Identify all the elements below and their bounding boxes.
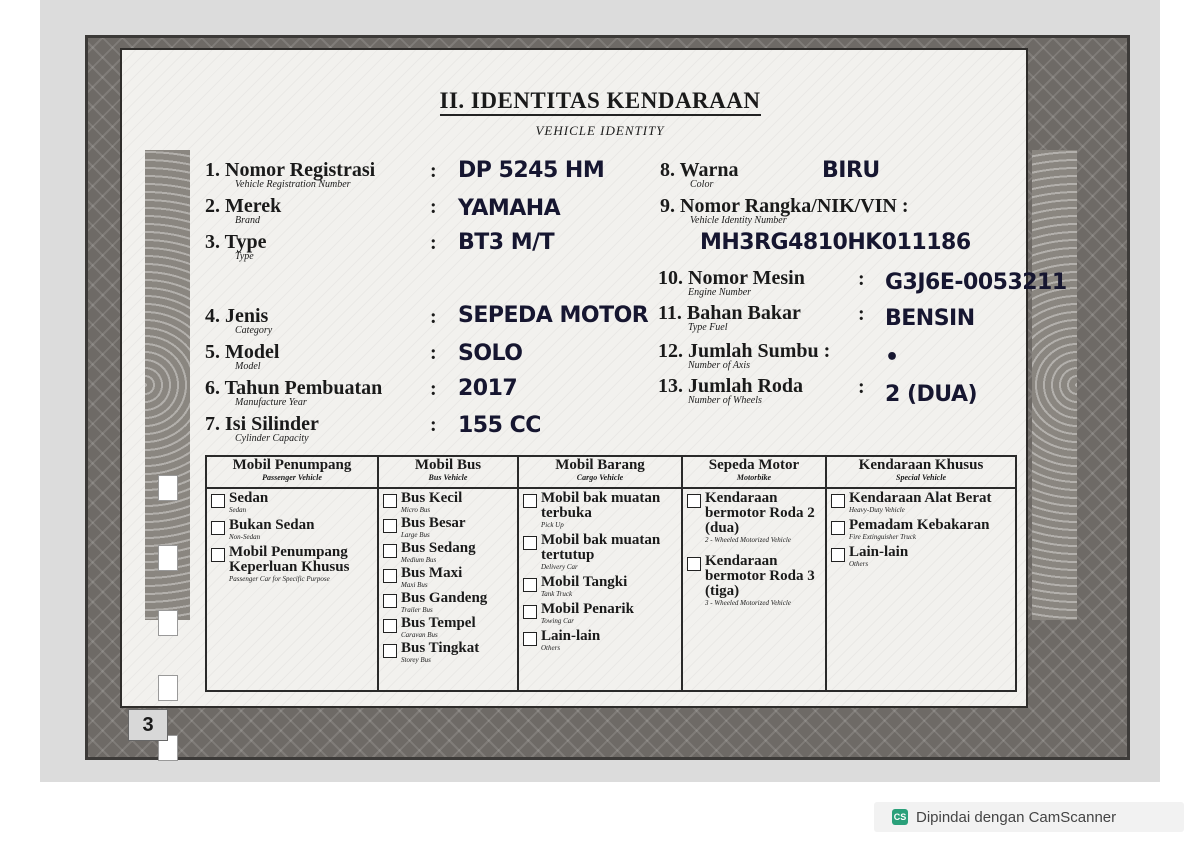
checkbox-icon[interactable] — [831, 521, 845, 535]
checkbox-icon[interactable] — [211, 494, 225, 508]
col-special — [826, 488, 1016, 691]
option-bus-kecil[interactable]: Bus Kecil Micro Bus — [383, 491, 513, 514]
checkbox-icon[interactable] — [523, 605, 537, 619]
option-special-passenger[interactable]: Mobil Penumpang Keperluan Khusus Passenger Car for Specific Purpose — [211, 545, 373, 583]
checkbox-icon[interactable] — [383, 644, 397, 658]
checkbox-icon[interactable] — [383, 494, 397, 508]
camscanner-watermark — [874, 802, 1184, 832]
checkbox-icon[interactable] — [383, 519, 397, 533]
col-cargo — [518, 488, 682, 691]
checkbox-icon[interactable] — [831, 548, 845, 562]
field-manufacture-year: 6. Tahun Pembuatan Manufacture Year — [205, 377, 383, 408]
value-fuel-type: BENSIN — [885, 306, 975, 331]
value-wheel-count: 2 (DUA) — [885, 382, 978, 407]
field-color: 8. Warna Color — [660, 159, 739, 190]
value-axis-count: • — [885, 345, 899, 370]
field-registration-number: 1. Nomor Registrasi Vehicle Registration Number — [205, 159, 376, 190]
checkbox-icon[interactable] — [211, 548, 225, 562]
field-engine-number: 10. Nomor Mesin Engine Number — [658, 267, 805, 298]
option-bus-maxi[interactable]: Bus Maxi Maxi Bus — [383, 566, 513, 589]
field-vin: 9. Nomor Rangka/NIK/VIN : Vehicle Identity Number — [660, 195, 909, 226]
field-model: 5. Model Model — [205, 341, 280, 372]
field-category: 4. Jenis Category — [205, 305, 273, 336]
checkbox-icon[interactable] — [211, 521, 225, 535]
value-brand: YAMAHA — [458, 196, 561, 221]
col-header-cargo: Mobil Barang Cargo Vehicle — [518, 456, 682, 488]
checkbox-icon[interactable] — [383, 594, 397, 608]
value-color: BIRU — [822, 158, 880, 183]
field-fuel-type: 11. Bahan Bakar Type Fuel — [658, 302, 801, 333]
checkbox-icon[interactable] — [523, 632, 537, 646]
field-wheel-count: 13. Jumlah Roda Number of Wheels — [658, 375, 804, 406]
option-two-wheeled[interactable]: Kendaraan bermotor Roda 2 (dua) 2 - Wheeled Motorized Vehicle — [687, 491, 821, 544]
option-tank-truck[interactable]: Mobil Tangki Tank Truck — [523, 575, 677, 598]
right-ornament — [1032, 150, 1077, 620]
checkbox-icon[interactable] — [523, 494, 537, 508]
value-category: SEPEDA MOTOR — [458, 303, 649, 328]
checkbox-icon[interactable] — [831, 494, 845, 508]
col-header-passenger: Mobil Penumpang Passenger Vehicle — [206, 456, 378, 488]
checkbox-icon[interactable] — [687, 557, 701, 571]
option-bus-sedang[interactable]: Bus Sedang Medium Bus — [383, 541, 513, 564]
checkbox-icon[interactable] — [523, 578, 537, 592]
col-passenger — [206, 488, 378, 691]
option-non-sedan[interactable]: Bukan Sedan Non-Sedan — [211, 518, 373, 541]
value-type: BT3 M/T — [458, 230, 555, 255]
option-pickup[interactable]: Mobil bak muatan terbuka Pick Up — [523, 491, 677, 529]
field-cylinder-capacity: 7. Isi Silinder Cylinder Capacity — [205, 413, 319, 444]
section-title: II. IDENTITAS KENDARAAN — [0, 88, 1200, 114]
option-towing[interactable]: Mobil Penarik Towing Car — [523, 602, 677, 625]
field-type: 3. Type Type — [205, 231, 267, 262]
option-bus-tingkat[interactable]: Bus Tingkat Storey Bus — [383, 641, 513, 664]
option-fire-truck[interactable]: Pemadam Kebakaran Fire Extinguisher Truck — [831, 518, 1011, 541]
col-header-bus: Mobil Bus Bus Vehicle — [378, 456, 518, 488]
value-vin: MH3RG4810HK011186 — [700, 230, 971, 255]
option-three-wheeled[interactable]: Kendaraan bermotor Roda 3 (tiga) 3 - Wheeled Motorized Vehicle — [687, 554, 821, 607]
option-bus-tempel[interactable]: Bus Tempel Caravan Bus — [383, 616, 513, 639]
vehicle-category-table — [205, 455, 1017, 692]
watermark-text: Dipindai dengan CamScanner — [916, 808, 1117, 826]
checkbox-icon[interactable] — [687, 494, 701, 508]
section-subtitle: VEHICLE IDENTITY — [535, 123, 665, 138]
col-bus — [378, 488, 518, 691]
checkbox-icon[interactable] — [383, 619, 397, 633]
value-manufacture-year: 2017 — [458, 376, 518, 401]
col-header-special: Kendaraan Khusus Special Vehicle — [826, 456, 1016, 488]
option-cargo-others[interactable]: Lain-lain Others — [523, 629, 677, 652]
option-special-others[interactable]: Lain-lain Others — [831, 545, 1011, 568]
option-heavy-duty[interactable]: Kendaraan Alat Berat Heavy-Duty Vehicle — [831, 491, 1011, 514]
checkbox-icon[interactable] — [383, 544, 397, 558]
field-brand: 2. Merek Brand — [205, 195, 282, 226]
option-bus-besar[interactable]: Bus Besar Large Bus — [383, 516, 513, 539]
camscanner-icon: CS — [892, 809, 908, 825]
option-bus-gandeng[interactable]: Bus Gandeng Trailer Bus — [383, 591, 513, 614]
field-axis-count: 12. Jumlah Sumbu : Number of Axis — [658, 340, 831, 371]
col-header-motorbike: Sepeda Motor Motorbike — [682, 456, 826, 488]
value-registration-number: DP 5245 HM — [458, 158, 605, 183]
page-number: 3 — [128, 709, 168, 741]
checkbox-icon[interactable] — [383, 569, 397, 583]
option-sedan[interactable]: Sedan Sedan — [211, 491, 373, 514]
value-model: SOLO — [458, 341, 523, 366]
col-motorbike — [682, 488, 826, 691]
option-delivery[interactable]: Mobil bak muatan tertutup Delivery Car — [523, 533, 677, 571]
checkbox-icon[interactable] — [523, 536, 537, 550]
value-cylinder-capacity: 155 CC — [458, 413, 541, 438]
value-engine-number: G3J6E-0053211 — [885, 270, 1067, 295]
